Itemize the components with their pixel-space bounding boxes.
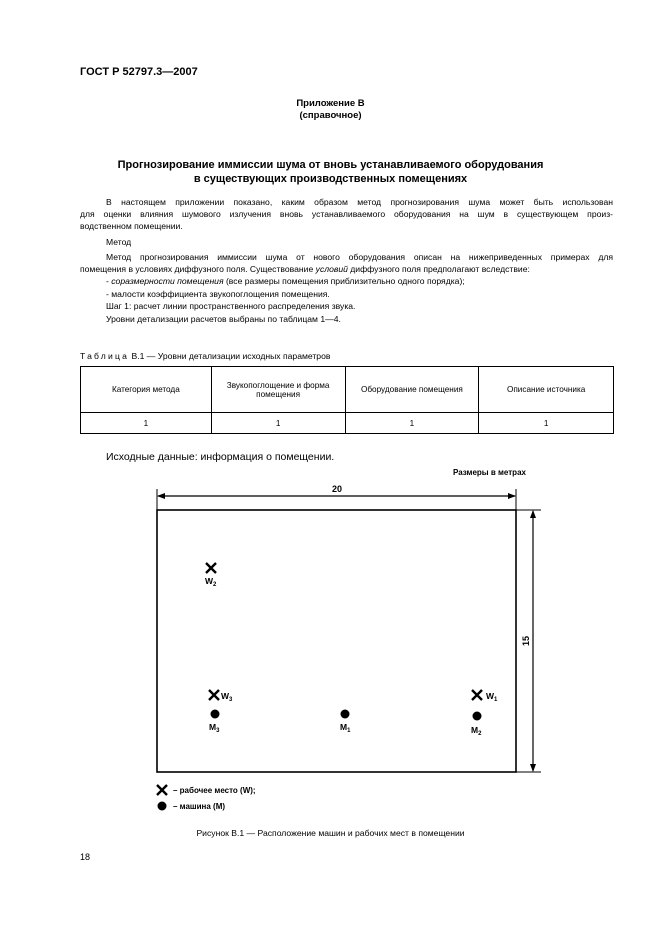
machine-label-m2: $M_2$ xyxy=(471,725,482,737)
table-header-cell: Описание источника xyxy=(479,367,614,413)
method-line-2-post: диффузного поля предполагают вследствие: xyxy=(347,264,530,274)
table-header-cell: Звукопоглощение и форма помещения xyxy=(211,367,345,413)
levels-note: Уровни детализации расчетов выбраны по таблицам 1—4. xyxy=(106,314,341,324)
cross-icon xyxy=(472,690,482,700)
machine-dot-icon xyxy=(473,712,482,721)
workplace-marker-w3 xyxy=(209,690,233,703)
page-number: 18 xyxy=(80,852,91,862)
machine-dot-icon xyxy=(211,710,220,719)
workplace-marker-w1 xyxy=(472,690,498,703)
input-data-text: Исходные данные: информация о помещении. xyxy=(106,451,335,463)
table-cell: 1 xyxy=(211,413,345,434)
machine-marker-m1 xyxy=(340,710,351,735)
cross-icon xyxy=(209,690,219,700)
legend-machine-label: – машина (M) xyxy=(173,802,226,811)
method-line-2-italic: условий xyxy=(315,264,348,274)
cross-icon xyxy=(157,785,167,795)
machine-dot-icon xyxy=(158,802,167,811)
annex-subtitle: (справочное) xyxy=(299,110,362,121)
workplace-label-w1: $W_1$ xyxy=(486,691,498,703)
workplace-label-w3: $W_3$ xyxy=(221,691,233,703)
table-cell: 1 xyxy=(345,413,479,434)
intro-line-2: для оценки влияния шумового излучения вновь устанавливаемого оборудования на шум в существующем произ- xyxy=(80,209,613,219)
machine-marker-m2 xyxy=(471,712,482,738)
annex-title: Приложение В xyxy=(296,98,365,109)
method-line-1: Метод прогнозирования иммиссии шума от нового оборудования описан на нижеприведенных примерах для xyxy=(106,252,613,262)
intro-line-1: В настоящем приложении показано, каким образом метод прогнозирования шума может быть использован xyxy=(106,197,613,207)
machine-dot-icon xyxy=(341,710,350,719)
workplace-label-w2: $W_2$ xyxy=(205,576,217,588)
height-label: 15 xyxy=(521,635,531,647)
table-cell: 1 xyxy=(479,413,614,434)
bullet-2: - малости коэффициента звукопоглощения помещения. xyxy=(106,289,330,299)
table-header-cell: Категория метода xyxy=(81,367,212,413)
width-label: 20 xyxy=(331,484,343,494)
table-cell: 1 xyxy=(81,413,212,434)
step-1: Шаг 1: расчет линии пространственного распределения звука. xyxy=(106,301,356,311)
dimensions-note: Размеры в метрах xyxy=(453,468,526,477)
main-title-line-1: Прогнозирование иммиссии шума от вновь устанавливаемого оборудования xyxy=(117,159,544,171)
workplace-marker-w2 xyxy=(205,563,217,588)
method-heading: Метод xyxy=(106,237,132,247)
figure-caption: Рисунок В.1 — Расположение машин и рабочих мест в помещении xyxy=(196,828,465,838)
intro-line-3: водственном помещении. xyxy=(80,221,183,231)
table-caption-text: В.1 — Уровни детализации исходных параметров xyxy=(129,351,331,361)
table-header-cell: Оборудование помещения xyxy=(345,367,479,413)
main-title-line-2: в существующих производственных помещениях xyxy=(193,173,468,185)
room-outline xyxy=(157,510,516,772)
cross-icon xyxy=(206,563,216,573)
machine-label-m3: $M_3$ xyxy=(209,722,220,734)
standard-header: ГОСТ Р 52797.3—2007 xyxy=(80,66,198,78)
bullet-1-pre: - xyxy=(106,276,112,286)
bullet-1-post: (все размеры помещения приблизительно одного порядка); xyxy=(223,276,465,286)
bullet-1-italic: соразмерности помещения xyxy=(111,276,224,286)
method-line-2-pre: помещения в условиях диффузного поля. Существование xyxy=(80,264,316,274)
machine-marker-m3 xyxy=(209,710,220,735)
table-caption-label: Таблица xyxy=(80,351,130,361)
machine-label-m1: $M_1$ xyxy=(340,722,351,734)
legend xyxy=(157,785,256,811)
legend-workplace-label: – рабочее место (W); xyxy=(173,786,256,795)
